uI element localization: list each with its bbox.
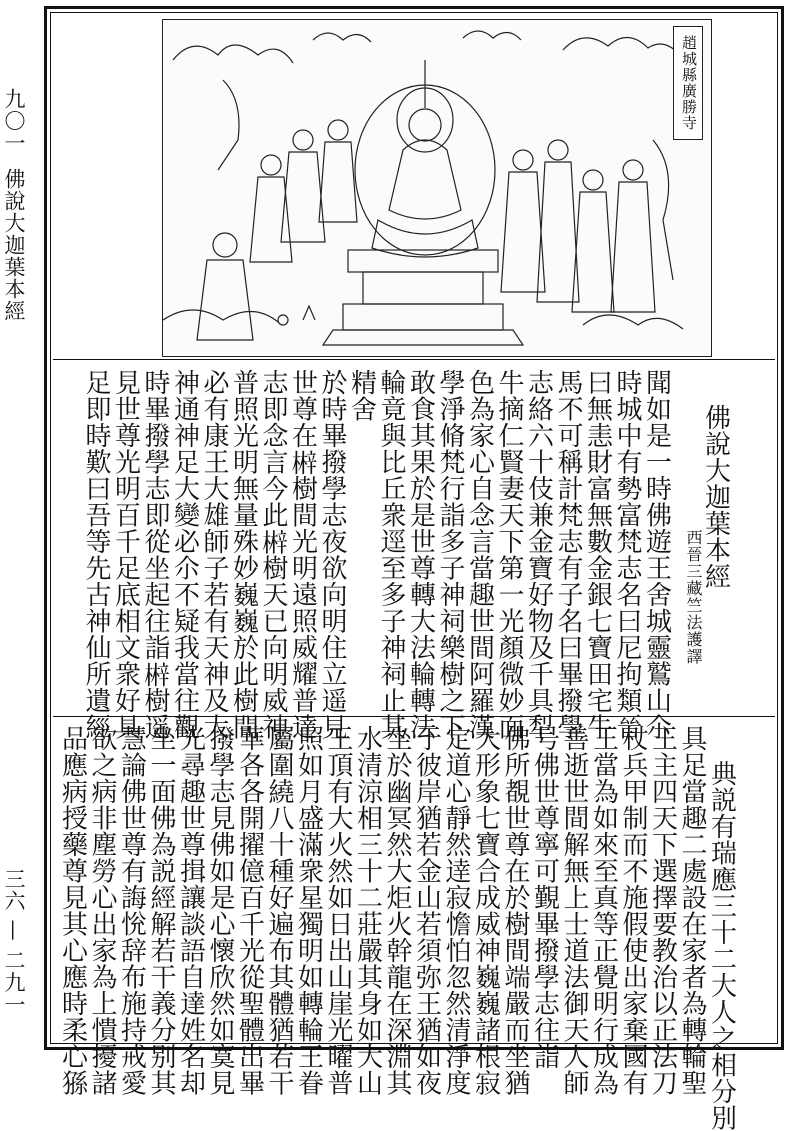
section-rule-top: [53, 359, 775, 360]
sutra-lines-lower: 典説有瑞應三十二大人之相分別 具足當趣二處設在家者為轉輪聖 王主四天下選擇要教治以正法刀 杖兵甲制而不施假使出家棄國有 王當為如來至真等正覺明行成為 善逝世間解無上士道法御天人師 号佛世尊寧可覲畢撥學志往詣 佛所覩世尊在於樹間端嚴而坐猶 大形象七寶合成威神巍巍諸根寂 定道心靜然逹寂憺怕忽然清淨度 于彼岸猶若金山若須弥王猶如夜 坐於幽冥然大炬火幹龍在深淵其 水清涼相三十二莊嚴其身如大山 王頂有大火然如日出山崖光曜普 照如月盛滿衆星獨明如轉輪王眷 屬圍繞八十種好遍布其體猶若干 華各各開擢億百千光從聖體出畢 撥學志見佛如是心懷欣然如寞見 光尋趣世尊揖讓談語自達姓名却 坐一面佛為説經解若干義分别其 慧論佛世尊有誨恱辞布施持戒愛 欲之病非塵勞心出家為上憒擾諸 品應病授藥尊見其心應時柔心猻: [57, 725, 737, 1131]
scripture-title: 佛說大迦葉本經: [2, 168, 26, 322]
page-number: 三六 — 二九一: [2, 868, 26, 1016]
section-rule-middle: [53, 716, 775, 717]
temple-cartouche: 趙城縣廣勝寺: [673, 26, 703, 140]
sutra-text-lower: [57, 725, 765, 1131]
page-frame: [44, 6, 784, 1131]
translator-credit: 西晉三藏竺法護譯: [684, 529, 703, 665]
sutra-lines-upper: 佛說大迦葉本經 聞如是一時佛遊王舍城靈鷲山尒 時城中有勢富梵志名曰尼拘類晉 曰無恚財富無數金銀七寶田宅牛 馬不可稱計梵志有子名曰畢撥學 志絡六十伎兼金寶好物及千具犁 牛摘仁賢妻天下第一光顏微妙面 色為家心自念言當趣世間阿羅漢 學淨脩梵行詣多子神祠樂樹之下 敢食其果於是世尊轉大法輪轉法 輪竟與比丘衆逕至多子神祠止其 精舍 於時畢撥學志夜欲向明住立遥見 世尊在𣘲樹間光明遠照威耀普達 志即念言今此𣘲樹天已向明威神 普照光明無量殊妙巍巍於此樹間 必有康王大雄師子若有天神及大 神通神足大變必尒不疑我當往觀 時畢撥學志即從坐起往詣𣘲樹遥 見世尊光明百千足底相文衆好具 足即時歎曰吾等先古神仙所遺經: [81, 369, 731, 740]
volume-number: 九〇一: [2, 88, 26, 154]
buddha-preaching-illustration: [162, 19, 712, 357]
sutra-text-upper: [69, 369, 759, 740]
